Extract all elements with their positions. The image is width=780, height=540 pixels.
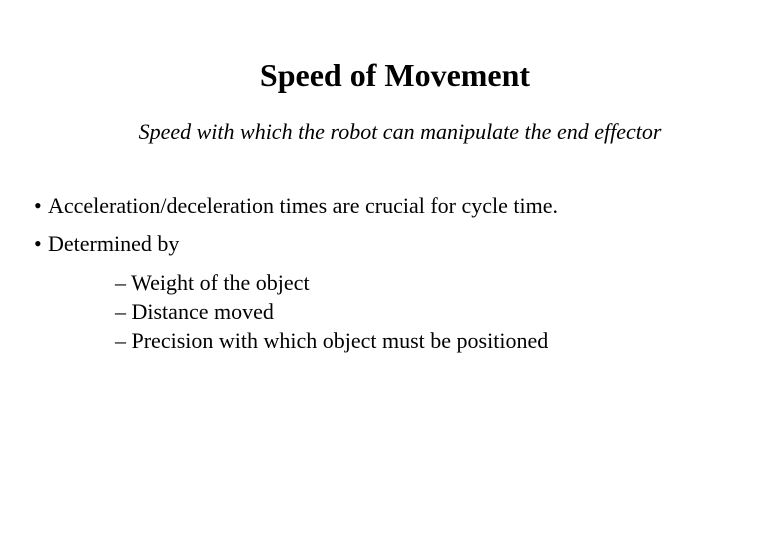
slide-subtitle: Speed with which the robot can manipulate the end effector [138, 119, 662, 144]
bullet-item [34, 230, 179, 258]
slide-title: Speed of Movement [259, 57, 531, 93]
sub-bullet-list [115, 268, 548, 355]
sub-bullet-item: – Weight of the object [115, 270, 310, 295]
sub-bullet-item: – Precision with which object must be positioned [115, 328, 549, 353]
bullet-marker: • [34, 231, 42, 256]
bullet-text: Determined by [48, 231, 180, 256]
bullet-marker: • [34, 193, 42, 218]
bullet-item [34, 192, 558, 220]
sub-bullet-item: – Distance moved [115, 299, 274, 324]
bullet-text: Acceleration/deceleration times are crucial for cycle time. [48, 193, 558, 218]
